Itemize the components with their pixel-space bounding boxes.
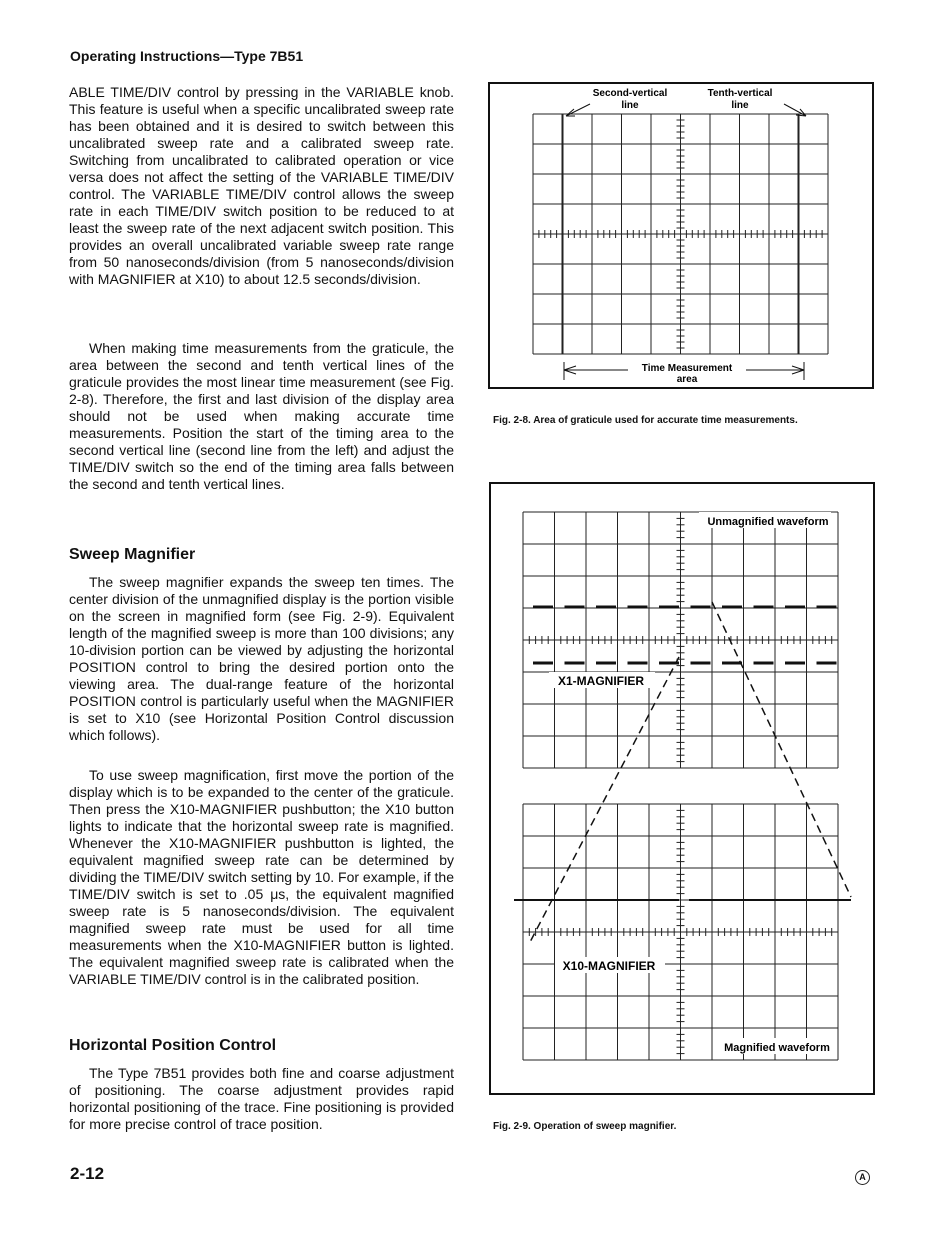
- label-magnified-waveform: Magnified waveform: [724, 1042, 830, 1054]
- magnified-graticule: [523, 804, 838, 1060]
- label-area: area: [676, 374, 698, 385]
- paragraph-text: The Type 7B51 provides both fine and coarse adjustment of positioning. The coarse adjustment provides rapid horizontal positioning of the trace. Fine positioning is provided for more precise control of trace position.: [69, 1065, 454, 1132]
- page-number: 2-12: [70, 1164, 105, 1183]
- label-time-measurement: Time Measurement: [641, 363, 733, 374]
- figure-2-9-sweep-magnifier: [489, 482, 875, 1095]
- label-unmagnified-waveform: Unmagnified waveform: [707, 516, 829, 528]
- paragraph-text: When making time measurements from the graticule, the area between the second and tenth vertical lines of the graticule provides the most linear time measurement (see Fig. 2-8). Therefore, the first and last division of the display area should not be used when making accurate time measurements. Position the start of the timing area to the second vertical line (second line from the left) and adjust the TIME/DIV switch so the end of the timing area falls between the second and tenth vertical lines.: [69, 340, 454, 492]
- figure-2-9-caption: Fig. 2-9. Operation of sweep magnifier.: [493, 1121, 677, 1132]
- projection-line-right: [712, 602, 851, 897]
- label-second-vertical: Second-vertical: [592, 88, 668, 99]
- paragraph-variable: [69, 84, 454, 288]
- page-header: Operating Instructions—Type 7B51: [70, 48, 304, 64]
- paragraph-text: ABLE TIME/DIV control by pressing in the VARIABLE knob. This feature is useful when a specific uncalibrated sweep rate has been obtained and it is desired to switch between this uncalibrated sweep rate and a calibrated sweep rate. Switching from uncalibrated to calibrated operation or vice versa does not affect the setting of the VARIABLE TIME/DIV control. The VARIABLE TIME/DIV control allows the sweep rate in each TIME/DIV switch position to be reduced to at least the sweep rate of the next adjacent switch position. This provides an overall uncalibrated variable sweep rate range from 50 nanoseconds/division (from 5 nanoseconds/division with MAGNIFIER at X10) to about 12.5 seconds/division.: [69, 84, 454, 287]
- paragraph-text: The sweep magnifier expands the sweep ten times. The center division of the unmagnified display is the portion visible on the screen in magnified form (see Fig. 2-9). Equivalent length of the magnified sweep is more than 100 divisions; any 10-division portion can be viewed by adjusting the horizontal POSITION control to bring the desired portion onto the viewing area. The dual-range feature of the horizontal POSITION control is particularly useful when the MAGNIFIER is set to X10 (see Horizontal Position Control discussion which follows).: [69, 574, 454, 743]
- label-tenth-vertical: Tenth-vertical: [707, 88, 773, 99]
- unmagnified-graticule: [523, 512, 838, 768]
- label-x1-magnifier: X1-MAGNIFIER: [557, 674, 645, 688]
- figure-2-8-graticule: [488, 82, 874, 390]
- label-tenth-vertical-line: line: [731, 100, 749, 111]
- paragraph-horizontal-position: [69, 1065, 454, 1133]
- label-x10-magnifier: X10-MAGNIFIER: [562, 959, 656, 973]
- paragraph-graticule: [69, 340, 454, 493]
- label-second-vertical-line: line: [621, 100, 639, 111]
- graticule-grid: [533, 114, 828, 354]
- heading-horizontal-position: Horizontal Position Control: [69, 1037, 277, 1054]
- paragraph-text: To use sweep magnification, first move the portion of the display which is to be expanded to the center of the graticule. Then press the X10-MAGNIFIER pushbutton; the X10 button lights to indicate that the horizontal sweep rate is magnified. Whenever the X10-MAGNIFIER pushbutton is lighted, the equivalent magnified sweep rate can be determined by dividing the TIME/DIV switch setting by 10. For example, if the TIME/DIV switch is set to .05 μs, the equivalent magnified sweep rate is 5 nanoseconds/division. The equivalent magnified sweep rate must be used for all time measurements when the X10-MAGNIFIER button is lighted. The equivalent magnified sweep rate is calibrated when the VARIABLE TIME/DIV control is in the calibrated position.: [69, 767, 454, 987]
- heading-sweep-magnifier: Sweep Magnifier: [69, 546, 196, 563]
- unmagnified-waveform: [533, 607, 837, 663]
- publisher-mark: A: [855, 1170, 870, 1185]
- paragraph-sweep-usage: [69, 767, 454, 988]
- figure-2-8-caption: Fig. 2-8. Area of graticule used for accurate time measurements.: [493, 415, 798, 426]
- paragraph-sweep-magnifier: [69, 574, 454, 744]
